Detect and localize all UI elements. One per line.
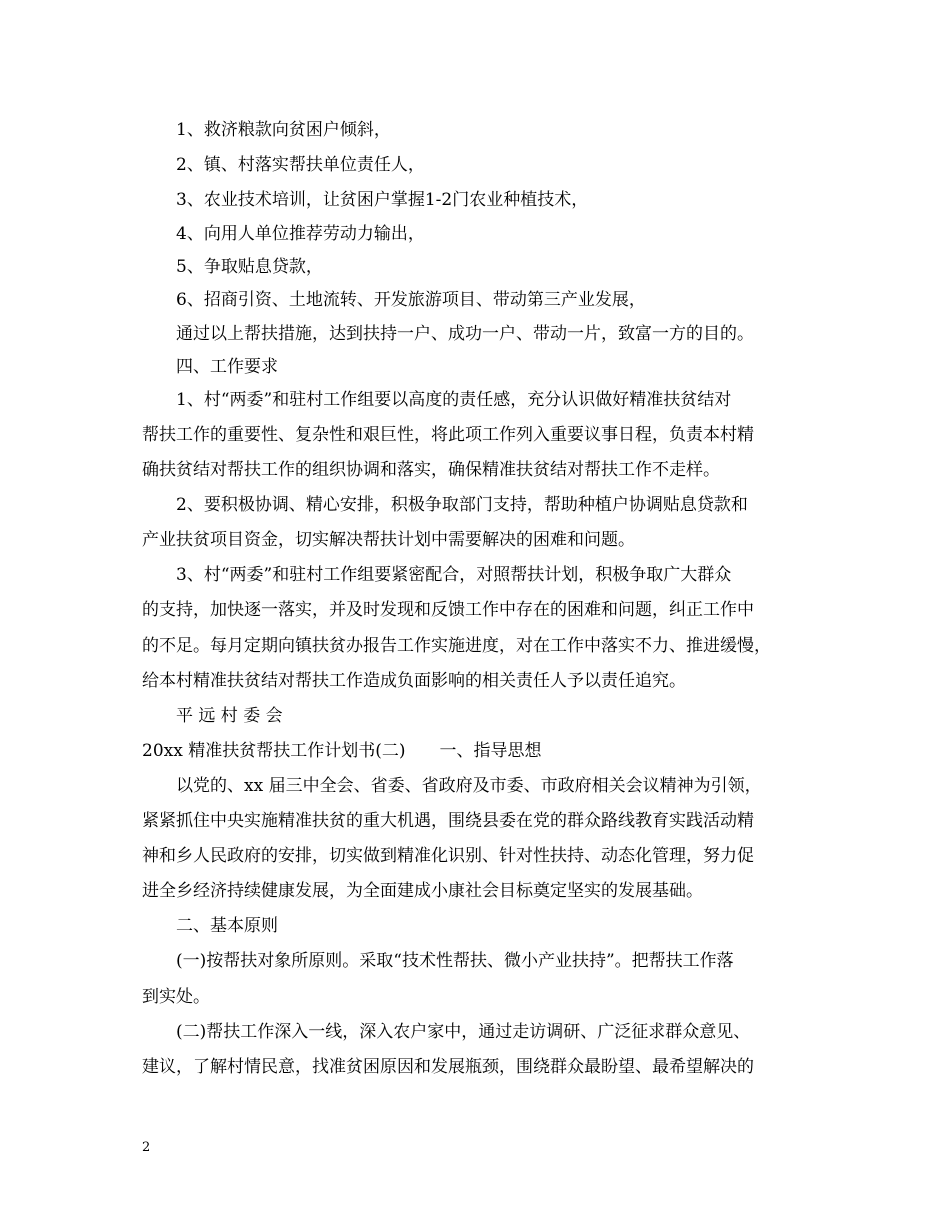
text-line: (二)帮扶工作深入一线，深入农户家中，通过走访调研、广泛征求群众意见、 bbox=[176, 1022, 751, 1042]
text-line: 2、镇、村落实帮扶单位责任人， bbox=[176, 155, 425, 175]
text-line: 1、村“两委”和驻村工作组要以高度的责任感，充分认识做好精准扶贫结对 bbox=[176, 390, 732, 410]
text-line: 通过以上帮扶措施，达到扶持一户、成功一户、带动一片，致富一方的目的。 bbox=[176, 324, 754, 344]
text-line: 3、村“两委”和驻村工作组要紧密配合，对照帮扶计划，积极争取广大群众 bbox=[176, 565, 732, 585]
text-line: 确扶贫结对帮扶工作的组织协调和落实，确保精准扶贫结对帮扶工作不走样。 bbox=[142, 460, 720, 480]
text-line: 1、救济粮款向贫困户倾斜， bbox=[176, 120, 391, 140]
text-line: 帮扶工作的重要性、复杂性和艰巨性，将此项工作列入重要议事日程，负责本村精 bbox=[142, 425, 754, 445]
text-line: 建议，了解村情民意，找准贫困原因和发展瓶颈，围绕群众最盼望、最希望解决的 bbox=[142, 1057, 754, 1077]
signature-line: 平 远 村 委 会 bbox=[176, 706, 283, 726]
text-line: 紧紧抓住中央实施精准扶贫的重大机遇，围绕县委在党的群众路线教育实践活动精 bbox=[142, 811, 754, 831]
page-number: 2 bbox=[142, 1140, 151, 1155]
text-line: 2、要积极协调、精心安排，积极争取部门支持，帮助种植户协调贴息贷款和 bbox=[176, 495, 748, 515]
text-line: 到实处。 bbox=[142, 987, 210, 1007]
text-line: 以党的、xx 届三中全会、省委、省政府及市委、市政府相关会议精神为引领， bbox=[176, 776, 762, 796]
text-line: 进全乡经济持续健康发展，为全面建成小康社会目标奠定坚实的发展基础。 bbox=[142, 881, 703, 901]
text-line: (一)按帮扶对象所原则。采取“技术性帮扶、微小产业扶持”。把帮扶工作落 bbox=[176, 951, 734, 971]
document-title-line: 20xx 精准扶贫帮扶工作计划书(二) 一、指导思想 bbox=[142, 741, 542, 761]
text-line: 产业扶贫项目资金，切实解决帮扶计划中需要解决的困难和问题。 bbox=[142, 530, 635, 550]
text-line: 6、招商引资、土地流转、开发旅游项目、带动第三产业发展， bbox=[176, 290, 646, 310]
text-line: 神和乡人民政府的安排，切实做到精准化识别、针对性扶持、动态化管理，努力促 bbox=[142, 846, 754, 866]
text-line: 的不足。每月定期向镇扶贫办报告工作实施进度，对在工作中落实不力、推进缓慢， bbox=[142, 636, 771, 656]
text-line: 3、农业技术培训，让贫困户掌握1-2门农业种植技术， bbox=[176, 190, 589, 210]
section-heading: 二、基本原则 bbox=[176, 916, 278, 936]
text-line: 给本村精准扶贫结对帮扶工作造成负面影响的相关责任人予以责任追究。 bbox=[142, 671, 686, 691]
section-heading: 四、工作要求 bbox=[176, 357, 278, 377]
text-line: 4、向用人单位推荐劳动力输出， bbox=[176, 224, 425, 244]
text-line: 5、争取贴息贷款， bbox=[176, 257, 323, 277]
text-line: 的支持，加快逐一落实，并及时发现和反馈工作中存在的困难和问题，纠正工作中 bbox=[142, 600, 754, 620]
